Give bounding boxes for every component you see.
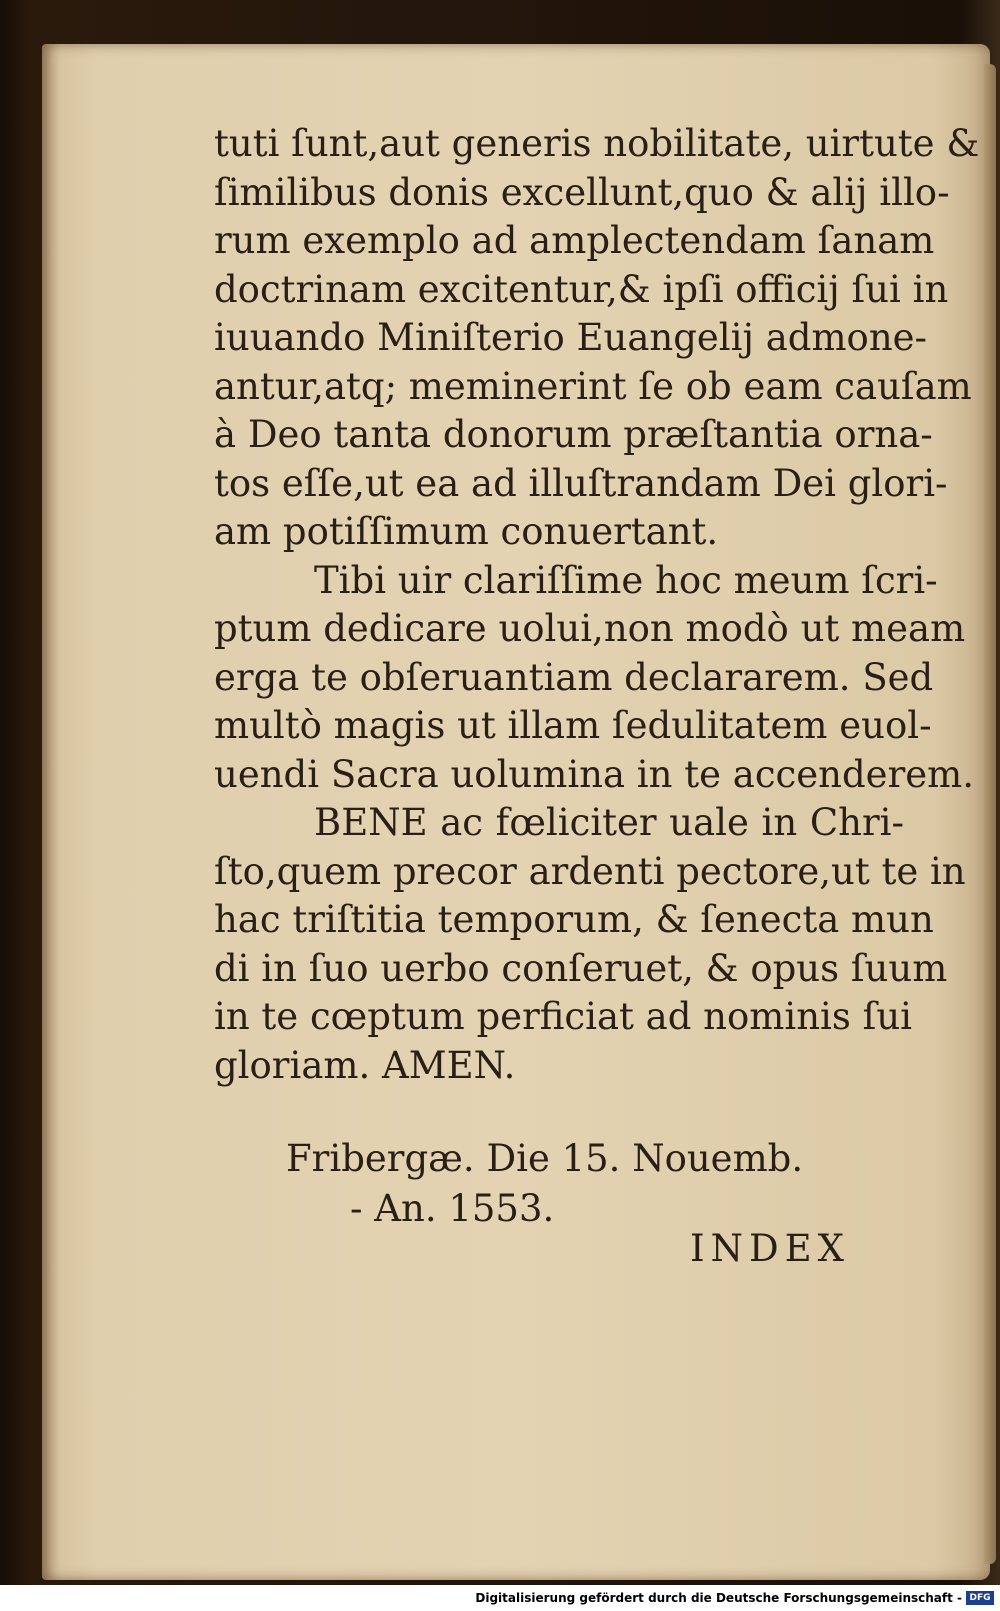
text-line: ſimilibus donis excellunt,quo & alij illo- <box>214 170 950 214</box>
footer-credit: Digitalisierung gefördert durch die Deutsche Forschungsgemeinschaft - <box>475 1591 962 1605</box>
text-line: uendi Sacra uolumina in te accenderem. <box>214 752 974 796</box>
text-line: rum exemplo ad amplectendam ſanam <box>214 219 935 262</box>
digitization-footer <box>0 1585 1000 1611</box>
text-line: di in ſuo uerbo conſeruet, & opus ſuum <box>214 946 948 990</box>
page-body-text <box>214 120 980 1090</box>
text-line: multò magis ut illam ſedulitatem euol- <box>214 704 932 747</box>
page-edge <box>984 64 996 1564</box>
catchword: INDEX <box>690 1227 851 1270</box>
year-line: - An. 1553. <box>350 1187 555 1230</box>
text-line: hac triſtitia temporum, & ſenecta mun <box>214 898 934 941</box>
text-line: iuuando Miniſterio Euangelij admone- <box>214 316 928 359</box>
dfg-logo-icon: DFG <box>966 1591 994 1605</box>
text-line: Tibi uir clariſſime hoc meum ſcri- <box>314 558 938 602</box>
text-line: gloriam. AMEN. <box>214 1043 516 1087</box>
text-line: am potiſſimum conuertant. <box>214 510 719 553</box>
text-line: tuti ſunt,aut generis nobilitate, uirtute & <box>214 122 980 165</box>
text-line: à Deo tanta donorum præſtantia orna- <box>214 413 933 456</box>
text-line: doctrinam excitentur,& ipſi officij ſui in <box>214 267 949 311</box>
text-line: ptum dedicare uolui,non modò ut meam <box>214 607 966 650</box>
text-line: ſto,quem precor ardenti pectore,ut te in <box>214 849 966 893</box>
text-line: BENE ac fœliciter uale in Chri- <box>314 801 904 844</box>
text-line: tos eſſe,ut ea ad illuſtrandam Dei glori- <box>214 461 948 505</box>
date-line: Fribergæ. Die 15. Nouemb. <box>286 1137 804 1180</box>
text-line: erga te obſeruantiam declararem. Sed <box>214 655 934 699</box>
text-line: in te cœptum perficiat ad nominis ſui <box>214 995 912 1038</box>
text-line: antur,atq; meminerint ſe ob eam cauſam <box>214 364 972 408</box>
